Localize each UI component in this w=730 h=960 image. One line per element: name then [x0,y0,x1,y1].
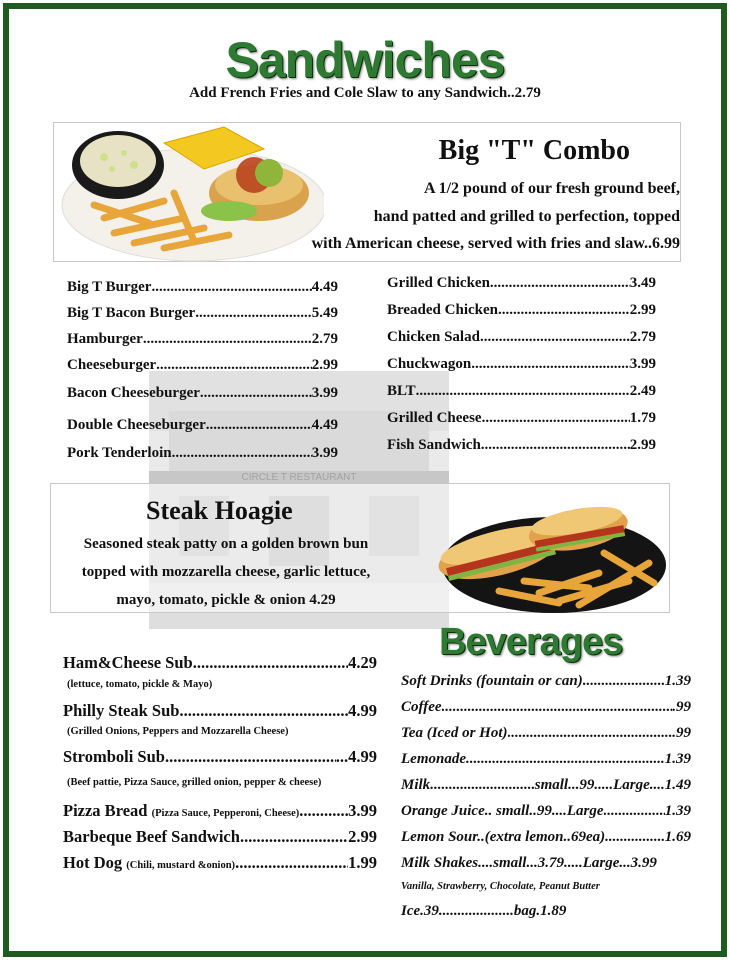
hoagie-description-line: topped with mozzarella cheese, garlic lettuce, [81,564,371,580]
item-price: 4.29 [348,653,377,672]
item-name: Big T Burger [67,279,152,295]
sub-item [63,747,377,767]
item-price: 2.99 [348,827,377,846]
combo-description-line: A 1/2 pound of our fresh ground beef, [423,180,680,197]
beverage-item [401,803,691,820]
milkshakes-item: Milk Shakes....small...3.79.....Large...3.99 [401,855,657,871]
item-price: 1.79 [629,410,656,426]
item-price: 3.99 [348,801,377,820]
menu-item [387,383,656,400]
beverage-item [401,699,691,716]
combo-title: Big "T" Combo [438,135,630,166]
restaurant-sign: CIRCLE T RESTAURANT [241,472,357,483]
item-price: 2.99 [629,302,656,318]
item-name: Cheeseburger [67,357,157,373]
item-name: Hamburger [67,331,143,347]
sub-item [63,653,377,673]
item-price: .99 [672,725,691,741]
item-name: Pizza Bread (Pizza Sauce, Pepperoni, Cheese) [63,801,300,820]
item-name: Fish Sandwich [387,437,481,453]
item-price: 2.79 [311,331,338,347]
item-price: 4.49 [311,279,338,295]
beverage-item [401,777,691,794]
item-name: Double Cheeseburger [67,417,206,433]
item-name: Hot Dog (Chili, mustard &onion) [63,853,236,872]
item-name: Philly Steak Sub [63,701,180,720]
hoagie-description-line: Seasoned steak patty on a golden brown bun [83,536,369,552]
item-name: Grilled Chicken [387,275,490,291]
item-price: 5.49 [311,305,338,321]
item-name: Stromboli Sub [63,747,165,766]
combo-description-line: hand patted and grilled to perfection, topped [373,208,680,225]
menu-item [67,357,338,374]
menu-item [387,410,656,427]
item-price: 3.99 [629,356,656,372]
sub-item [63,701,377,721]
sandwiches-heading: Sandwiches [225,32,505,88]
hoagie-description-line: mayo, tomato, pickle & onion 4.29 [116,592,336,608]
item-name: Milk [401,777,431,793]
sub-item [63,827,377,847]
addon-note: Add French Fries and Cole Slaw to any Sandwich..2.79 [189,85,541,101]
item-name: Orange Juice.. small..99....Large [401,803,604,819]
item-price: 1.99 [348,853,377,872]
item-price: 1.69 [664,829,691,845]
menu-item [387,437,656,454]
beverage-item [401,751,691,768]
item-price: 2.99 [629,437,656,453]
menu-page [3,3,727,957]
beverage-item [401,829,691,846]
menu-item [387,302,656,319]
sub-item [63,801,377,821]
combo-description-line: with American cheese, served with fries and slaw..6.99 [311,235,680,252]
sub-note: (lettuce, tomato, pickle & Mayo) [67,679,213,690]
item-price: 2.99 [311,357,338,373]
item-name: Tea (Iced or Hot) [401,725,508,741]
sub-note: (Beef pattie, Pizza Sauce, grilled onion, pepper & cheese) [67,777,322,788]
sub-item [63,853,377,873]
sub-note: (Grilled Onions, Peppers and Mozzarella Cheese) [67,726,289,737]
item-name: Lemon Sour..(extra lemon..69ea) [401,829,606,845]
menu-item [387,275,656,292]
menu-item [67,445,338,462]
beverage-item [401,673,691,690]
item-name: Pork Tenderloin [67,445,172,461]
item-price: .99 [672,699,691,715]
item-name: Lemonade [401,751,466,767]
item-name: Barbeque Beef Sandwich [63,827,240,846]
item-price: 4.49 [311,417,338,433]
item-price: 3.99 [311,385,338,401]
item-name: Soft Drinks (fountain or can) [401,673,583,689]
item-price: 1.39 [664,803,691,819]
item-name: Coffee [401,699,442,715]
item-name: Grilled Cheese [387,410,482,426]
item-price: 3.49 [629,275,656,291]
big-t-combo-panel [53,122,681,262]
item-price: 2.79 [629,329,656,345]
item-price: 1.39 [664,673,691,689]
item-name: Chuckwagon [387,356,472,372]
item-name: BLT [387,383,416,399]
menu-item [67,385,338,402]
item-name: Bacon Cheeseburger [67,385,200,401]
item-name: Big T Bacon Burger [67,305,196,321]
menu-item [387,329,656,346]
item-price: ...4.99 [335,747,377,766]
shake-flavors-note: Vanilla, Strawberry, Chocolate, Peanut Butter [401,881,600,892]
item-price: 2.49 [629,383,656,399]
menu-item [387,356,656,373]
ice-item: Ice.39....................bag.1.89 [401,903,567,919]
menu-item [67,279,338,296]
menu-item [67,305,338,322]
item-price: small...99.....Large....1.49 [534,777,691,793]
hoagie-photo [429,493,669,613]
item-name: Chicken Salad [387,329,480,345]
menu-item [67,417,338,434]
item-name: Breaded Chicken [387,302,498,318]
item-price: 3.99 [311,445,338,461]
burger-combo-photo [54,123,324,263]
item-name: Ham&Cheese Sub [63,653,193,672]
menu-item [67,331,338,348]
item-price: 1.39 [664,751,691,767]
item-price: 4.99 [348,701,377,720]
beverage-item [401,725,691,742]
hoagie-title: Steak Hoagie [146,496,293,525]
beverages-heading: Beverages [439,621,623,663]
